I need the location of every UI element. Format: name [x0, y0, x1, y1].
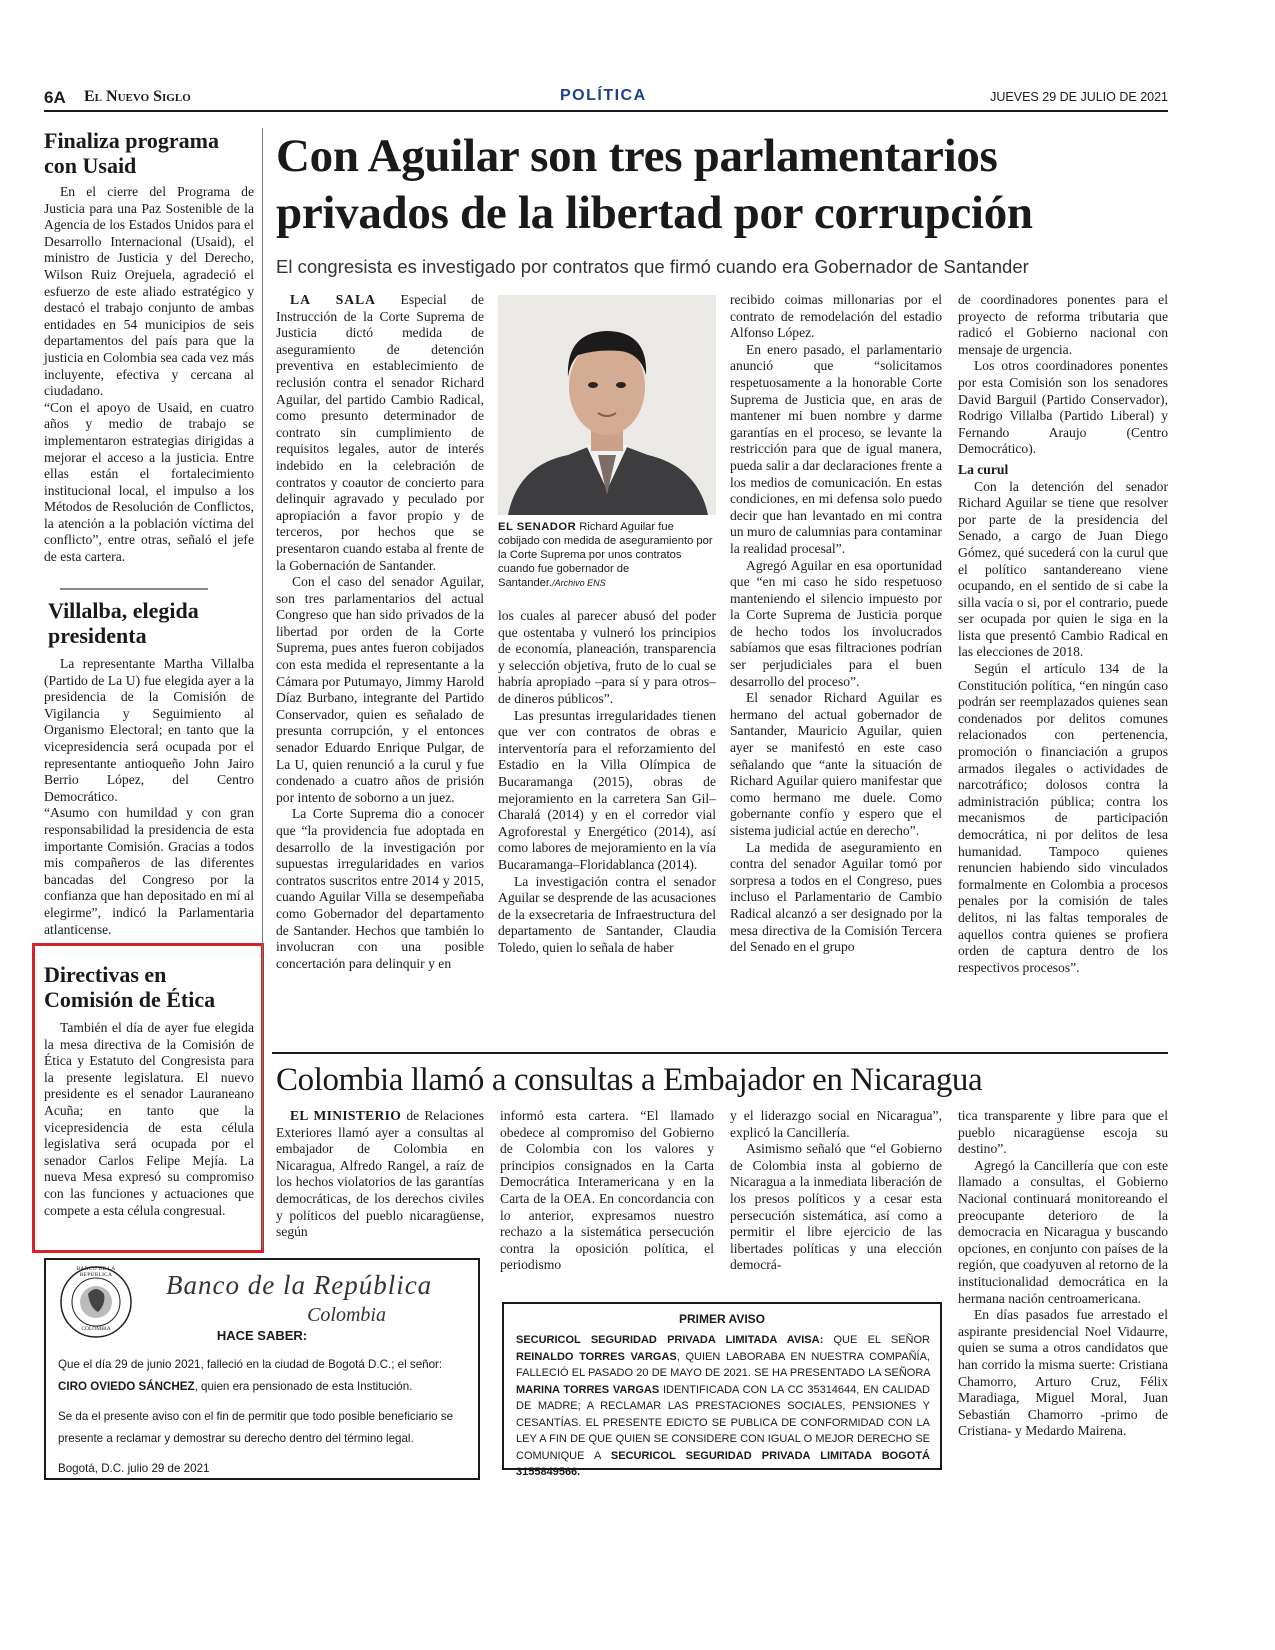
ad-securicol-body [516, 1332, 930, 1481]
ad-banco-republica [44, 1258, 480, 1480]
paragraph: Agregó la Cancillería que con este llamado a consultas, el Gobierno Nacional continuará monitoreando el preocupante deterioro de la democracia en Nicaragua y buscando opciones, en conjunto con países de la región, que coadyuven al retorno de la institucionalidad democrática en la hermana nación centroamericana. [958, 1157, 1168, 1306]
sidebar-story-villalba [44, 598, 254, 938]
seal-text-top: BANCO DE LA REPÚBLICA [76, 1266, 116, 1278]
photo-credit: /Archivo ENS [552, 578, 606, 588]
ad-line-text: , quien era pensionado de esta Institución. [194, 1380, 413, 1393]
second-headline: Colombia llamó a consultas a Embajador en Nicaragua [276, 1062, 983, 1098]
main-story-column-4 [958, 292, 1168, 976]
paragraph-text: de Relaciones Exteriores llamó ayer a consultas al embajador de Colombia en Nicaragua, Alfredo Rangel, a raíz de los hechos violatorios de las garantías democráticas, de los derechos civiles y políticos del pueblo nicaragüense, según [276, 1108, 484, 1240]
paragraph: tica transparente y libre para que el pueblo nicaragüense escoja su destino”. [958, 1108, 1168, 1157]
sidebar-vertical-rule [262, 128, 263, 1248]
bank-name: Banco de la República [166, 1270, 433, 1300]
sidebar-story-title: Villalba, elegida presidenta [48, 598, 199, 648]
paragraph: Asimismo señaló que “el Gobierno de Colombia insta al gobierno de Nicaragua a la inmediata liberación de los presos políticos y a cesar esta persecución sistemática, así como a permitir el libre ejercicio de las libertades políticas y una elección democrá- [730, 1141, 942, 1273]
page-header [44, 86, 1168, 110]
ad-line: Se da el presente aviso con el fin de permitir que todo posible beneficiario se presente a reclamar y demostrar su derecho dentro del término legal. [58, 1410, 454, 1445]
main-story-column-1 [276, 292, 484, 972]
paragraph-text: Especial de Instrucción de la Corte Suprema de Justicia dictó medida de aseguramiento de detención preventiva en establecimiento de reclusión contra el senador Richard Aguilar, del partido Cambio Radical, como presunto determinador de contrato sin cumplimiento de requisitos legales, autor de interés indebido en la celebración de contratos y coautor de concierto para delinquir agravado y peculado por apropiación a favor propio y de terceros, por hechos que se presentaron cuando estaba al frente de la Gobernación de Santander. [276, 292, 484, 573]
paragraph: de coordinadores ponentes para el proyecto de reforma tributaria que radicó el Gobierno nacional con mensaje de urgencia. [958, 292, 1168, 357]
paragraph: El senador Richard Aguilar es hermano del actual gobernador de Santander, Mauricio Aguilar, quien ayer se manifestó en este caso señalando que “ante la situación de Richard Aguilar quiero manifestar que como hermano me duele. Como gobernante confío y espero que el sistema judicial actúe en derecho”. [730, 690, 942, 838]
ad-text: IDENTIFICADA CON LA CC 35314644, EN CALIDAD DE MADRE; A RECLAMAR LAS PRESTACIONES SOCIALES, PENSIONES Y CESANTÍAS. EL PRESENTE EDICTO SE PUBLICA DE CONFORMIDAD CON LA LEY A FIN DE QUE QUIEN SE CONSIDERE CON IGUAL O MEJOR DERECHO SE COMUNIQUE A [516, 1383, 930, 1462]
paragraph: “Asumo con humildad y con gran responsabilidad la presidencia de esta importante Comisión. Gracias a todos mis compañeros de las diferentes bancadas del Congreso por la confianza que han depositado en mí al elegirme”, indicó la Parlamentaria atlanticense. [44, 805, 254, 937]
caption-text: Richard Aguilar fue cobijado con medida de aseguramiento por la Corte Suprema por unos contratos cuando fue gobernador de Santander. [498, 521, 713, 589]
paragraph: Agregó Aguilar en esa oportunidad que “en mi caso he sido respetuoso manteniendo el silencio impuesto por la Corte Suprema de Justicia porque de hecho todos los involucrados sabíamos que esas filtraciones podrían ser perjudiciales para el buen desarrollo del proceso”. [730, 557, 942, 689]
second-story-column-2 [500, 1108, 714, 1274]
newspaper-name: El Nuevo Siglo [84, 88, 191, 105]
paragraph: En días pasados fue arrestado el aspirante presidencial Noel Vidaurre, quien se suma a otros candidatos que han corrido la misma suerte: Cristiana Chamorro, Arturo Cruz, Félix Maradiaga, Miguel Moral, Juan Sebastián Chamorro -primo de Cristiana- y Medardo Mairena. [958, 1307, 1168, 1439]
ad-text: QUE EL SEÑOR [823, 1334, 930, 1346]
sidebar-story-body [44, 184, 254, 566]
ad-bold-text: SECURICOL SEGURIDAD PRIVADA LIMITADA AVISA: [516, 1334, 824, 1346]
photo-caption [498, 520, 716, 590]
sidebar-story-title: Finaliza programa con Usaid [44, 128, 219, 178]
ad-text: , QUIEN LABORABA EN NUESTRA COMPAÑÍA, FALLECIÓ EL PASADO 20 DE MAYO DE 2021. SE HA PRESENTADO LA SEÑORA [516, 1350, 930, 1379]
sidebar-divider [60, 588, 208, 590]
section-name: POLÍTICA [560, 87, 647, 104]
sidebar-story-usaid [44, 128, 254, 566]
sidebar-story-body [44, 1020, 254, 1219]
paragraph: También el día de ayer fue elegida la mesa directiva de la Comisión de Ética y Estatuto del Congresista para la presente legislatura. El nuevo presidente es el senador Lauraneano Acuña; en tanto que la vicepresidencia de esta célula legislativa será ocupada por el senador Carlos Felipe Mejía. La nueva Mesa expresó su compromiso con las funciones y actuaciones que compete a esta célula congresual. [44, 1020, 254, 1218]
paragraph [276, 292, 484, 574]
second-story-column-4 [958, 1108, 1168, 1440]
paragraph: La medida de aseguramiento en contra del senador Aguilar tomó por sorpresa a todos en el Congreso, pues incluso el Parlamentario de Cambio Radical alcanzó a ser designado por la mesa directiva de la Comisión Tercera del Senado en el grupo [730, 839, 942, 955]
paragraph: Según el artículo 134 de la Constitución política, “en ningún caso podrán ser reemplazados quienes sean condenados por delitos comunes relacionados con pertenencia, promoción o financiación a grupos armados ilegales o actividades de narcotráfico; dolosos contra la administración pública; contra los mecanismos de participación democrática, ni por delitos de lesa humanidad. Tampoco quienes renuncien habiendo sido vinculados formalmente en Colombia a procesos penales por la comisión de tales delitos, ni las faltas temporales de aquellos contra quienes se profiera orden de captura dentro de los respectivos procesos”. [958, 661, 1168, 975]
second-story-column-1 [276, 1108, 484, 1241]
seal-text-bottom: COLOMBIA [81, 1326, 111, 1332]
caption-lead: EL SENADOR [498, 521, 577, 533]
ad-title: PRIMER AVISO [678, 1312, 765, 1326]
paragraph: Las presuntas irregularidades tienen que ver con contratos de obras e interventoría para el reforzamiento del Estadio en la Villa Olímpica de Bucaramanga (2015), obras de mejoramiento en la carretera San Gil–Charalá (2014) y en el corredor vial Agroforestal y Energético (2014), así como labores de mejoramiento en la vía Bucaramanga–Floridablanca (2014). [498, 707, 716, 872]
portrait-image [498, 295, 716, 515]
paragraph: La Corte Suprema dio a conocer que “la providencia fue adoptada en desarrollo de la investigación por supuestas irregularidades en varios contratos suscritos entre 2014 y 2015, cuando Aguilar Villa se desempeñaba como Gobernador del departamento de Santander. Hechos que también lo involucran con una posible concertación para delinquir y en [276, 806, 484, 971]
paragraph: En el cierre del Programa de Justicia para una Paz Sostenible de la Agencia de los Estados Unidos para el Desarrollo Internacional (Usaid), el ministro de Justicia y del Derecho, Wilson Ruiz Orejuela, agradeció el esfuerzo de este aliado estratégico y destacó el trabajo conjunto de ambas entidades en 54 municipios de seis departamentos del país para que la justicia en Colombia sea cada vez más incluyente, efectiva y cercana al ciudadano. [44, 184, 254, 399]
paragraph: En enero pasado, el parlamentario anunció que “solicitamos respetuosamente a la honorable Corte Suprema de Justicia que, en aras de mantener mi buen nombre y darme garantías en el proceso, se levante la restricción para que de igual manera, pueda salir a dar declaraciones frente a los medios de comunicación. En estas condiciones, en mi defensa solo puedo decir que han levantado en mi contra un muro de calumnias para contaminar la realidad procesal”. [730, 341, 942, 556]
main-subheadline: El congresista es investigado por contratos que firmó cuando era Gobernador de Santander [276, 256, 1029, 277]
ad-banco-body [58, 1354, 468, 1480]
bank-country: Colombia [307, 1304, 386, 1326]
ad-bold-text: REINALDO TORRES VARGAS [516, 1350, 677, 1363]
header-rule [44, 110, 1168, 112]
ad-bold-text: SECURICOL SEGURIDAD PRIVADA LIMITADA BOGOTÁ 3155849566. [516, 1449, 930, 1478]
hace-saber: HACE SABER: [216, 1328, 308, 1343]
main-story-column-3 [730, 292, 942, 956]
ad-bold-text: MARINA TORRES VARGAS [516, 1383, 660, 1396]
senator-photo [498, 295, 716, 515]
main-headline: Con Aguilar son tres parlamentarios privados de la libertad por corrupción [276, 130, 1033, 239]
sidebar-story-etica [44, 962, 254, 1219]
paragraph: “Con el apoyo de Usaid, en cuatro años y medio de trabajo se implementaron estrategias dirigidas a mejorar el acceso a la justicia. Entre ellas están el fortalecimiento institucional local, el impulso a los Métodos de Resolución de Conflictos, la atención a la población víctima del conflicto”, entre otras, señaló el jefe de esta cartera. [44, 399, 254, 565]
section-subhead: La curul [958, 461, 1009, 477]
ad-line [58, 1376, 468, 1398]
pensioner-name: CIRO OVIEDO SÁNCHEZ [58, 1380, 195, 1393]
paragraph: los cuales al parecer abusó del poder que ostentaba y vulneró los principios de economía, planeación, transparencia y selección objetiva, fruto de lo cual se habría apropiado –para sí y para otros– de dineros públicos”. [498, 608, 716, 706]
sidebar-story-body [44, 656, 254, 938]
paragraph: informó esta cartera. “El llamado obedece al compromiso del Gobierno de Colombia con los valores y principios consignados en la Carta Democrática Interamericana y en la Carta de la OEA. En concordancia con lo anterior, expresamos nuestro rechazo a la sistemática persecución contra la oposición política, el periodismo [500, 1108, 714, 1273]
main-story-column-2 [498, 608, 716, 956]
paragraph [276, 1108, 484, 1241]
paragraph: recibido coimas millonarias por el contrato de remodelación del estadio Alfonso López. [730, 292, 942, 341]
sidebar [44, 128, 254, 566]
paragraph: Los otros coordinadores ponentes por esta Comisión son los senadores David Barguil (Partido Conservador), Rodrigo Villalba (Partido Liberal) y Fernando Araujo (Centro Democrático). [958, 358, 1168, 457]
story-divider [272, 1052, 1168, 1054]
lead-in: LA SALA [290, 292, 376, 307]
paragraph: y el liderazgo social en Nicaragua”, explicó la Cancillería. [730, 1108, 942, 1140]
paragraph: La representante Martha Villalba (Partido de La U) fue elegida ayer a la presidencia de la Comisión de Vigilancia y Seguimiento al Organismo Electoral; en tanto que la vicepresidencia será ocupada por el representante antioqueño John Jairo Berrio López, del Centro Democrático. [44, 656, 254, 804]
paragraph: Con el caso del senador Aguilar, son tres parlamentarios del actual Congreso que han sido privados de la libertad por orden de la Corte Suprema, pues antes fueron cobijados con esta medida el representante a la Cámara por Putumayo, Jimmy Harold Díaz Burbano, integrante del Partido Conservador, quien es señalado de presunta corrupción, y el entonces senador Eduardo Enrique Pulgar, de La U, quien renunció a la curul y fue condenado a cuatro años de prisión por intento de soborno a un juez. [276, 574, 484, 805]
page-number: 6A [44, 88, 66, 107]
paragraph: La investigación contra el senador Aguilar se desprende de las acusaciones de la exsecretaria de Infraestructura del departamento de Santander, Claudia Toledo, quien lo señala de haber [498, 873, 716, 955]
ad-signoff: Bogotá, D.C. julio 29 de 2021 [58, 1462, 210, 1475]
ad-line: Que el día 29 de junio 2021, falleció en la ciudad de Bogotá D.C.; el señor: [58, 1358, 443, 1371]
ad-securicol [502, 1302, 942, 1478]
sidebar-story-title: Directivas en Comisión de Ética [44, 962, 216, 1012]
lead-in: EL MINISTERIO [290, 1108, 402, 1123]
second-story-column-3 [730, 1108, 942, 1274]
paragraph: Con la detención del senador Richard Aguilar se tiene que resolver por parte de la presidencia del Senado, a cargo de Juan Diego Gómez, qué sucederá con la curul que el político santandereano viene ocupando, en el sentido de si cabe la silla vacía o si, por el contrario, puede ser ocupada por quien le siga en la lista que presentó Cambio Radical en las elecciones de 2018. [958, 478, 1168, 660]
page-date: JUEVES 29 DE JULIO DE 2021 [990, 90, 1168, 104]
